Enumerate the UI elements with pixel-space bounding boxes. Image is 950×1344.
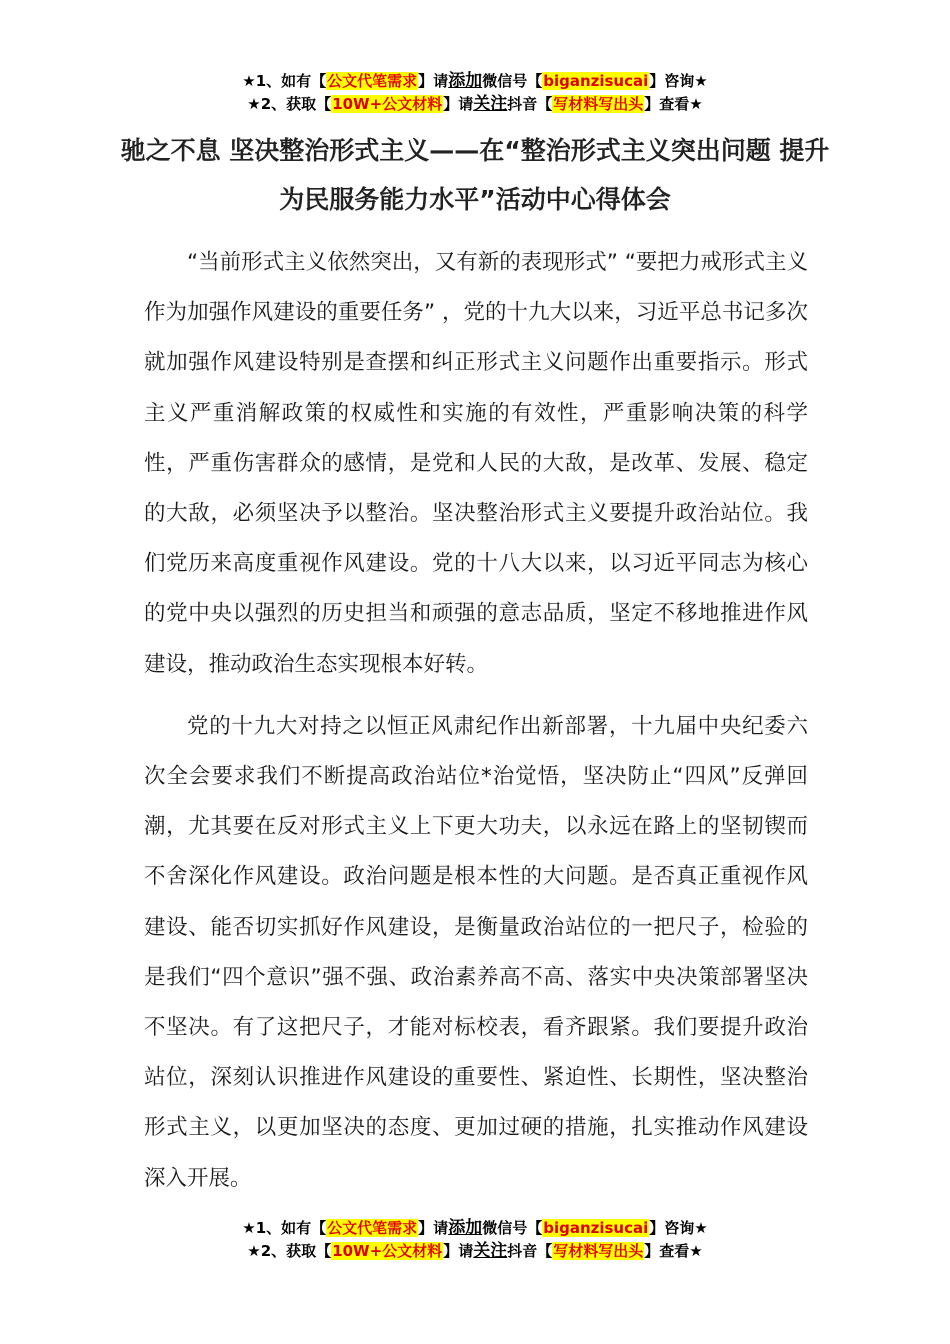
banner-text: 抖音【 [507, 1242, 553, 1260]
banner-text: 】请 [443, 1242, 474, 1260]
banner-text: 】请 [418, 1219, 449, 1237]
banner-text: 】请 [418, 72, 449, 90]
banner-line-1 [0, 70, 950, 93]
banner-text: 抖音【 [507, 95, 553, 113]
banner-text: 】查看★ [644, 95, 703, 113]
banner-text: 】咨询★ [649, 1219, 708, 1237]
banner-highlight-wechat-id: biganzisucai [543, 72, 649, 90]
banner-text: ★1、如有【 [242, 1219, 327, 1237]
banner-underline-add: 添加 [448, 71, 483, 91]
top-banner [0, 70, 950, 116]
banner-underline-follow: 关注 [473, 1241, 508, 1261]
banner-highlight-wechat-id: biganzisucai [543, 1219, 649, 1237]
banner-text: ★1、如有【 [242, 72, 327, 90]
banner-highlight-douyin-id: 写材料写出头 [553, 95, 644, 113]
bottom-banner [0, 1217, 950, 1263]
banner-highlight-service: 公文代笔需求 [327, 1219, 418, 1237]
banner-text: 】咨询★ [649, 72, 708, 90]
paragraph-2: 党的十九大对持之以恒正风肃纪作出新部署，十九届中央纪委六次全会要求我们不断提高政治站位*治觉悟，坚决防止“四风”反弹回潮，尤其要在反对形式主义上下更大功夫，以永远在路上的坚韧锲而不舍深化作风建设。政治问题是根本性的大问题。是否真正重视作风建设、能否切实抓好作风建设，是衡量政治站位的一把尺子，检验的是我们“四个意识”强不强、政治素养高不高、落实中央决策部署坚决不坚决。有了这把尺子，才能对标校表，看齐跟紧。我们要提升政治站位，深刻认识推进作风建设的重要性、紧迫性、长期性，坚决整治形式主义，以更加坚决的态度、更加过硬的措施，扎实推动作风建设深入开展。 [144, 713, 808, 1191]
banner-line-2 [0, 93, 950, 116]
banner-underline-add: 添加 [448, 1218, 483, 1238]
banner-line-1 [0, 1217, 950, 1240]
banner-highlight-materials: 10W+公文材料 [332, 95, 443, 113]
banner-text: 】查看★ [644, 1242, 703, 1260]
banner-text: ★2、获取【 [247, 1242, 332, 1260]
banner-underline-follow: 关注 [473, 94, 508, 114]
banner-text: 】请 [443, 95, 474, 113]
document-title: 驰之不息 坚决整治形式主义——在“整治形式主义突出问题 提升为民服务能力水平”活动中心得体会 [120, 136, 830, 214]
banner-text: 微信号【 [482, 72, 543, 90]
banner-text: ★2、获取【 [247, 95, 332, 113]
banner-text: 微信号【 [482, 1219, 543, 1237]
paragraph-1: “当前形式主义依然突出，又有新的表现形式” “要把力戒形式主义作为加强作风建设的重要任务” ，党的十九大以来，习近平总书记多次就加强作风建设特别是查摆和纠正形式主义问题作出重要指示。形式主义严重消解政策的权威性和实施的有效性，严重影响决策的科学性，严重伤害群众的感情，是党和人民的大敌，是改革、发展、稳定的大敌，必须坚决予以整治。坚决整治形式主义要提升政治站位。我们党历来高度重视作风建设。党的十八大以来，以习近平同志为核心的党中央以强烈的历史担当和顽强的意志品质，坚定不移地推进作风建设，推动政治生态实现根本好转。 [144, 250, 808, 677]
banner-highlight-materials: 10W+公文材料 [332, 1242, 443, 1260]
banner-highlight-service: 公文代笔需求 [327, 72, 418, 90]
document-body [144, 238, 808, 1204]
banner-highlight-douyin-id: 写材料写出头 [553, 1242, 644, 1260]
banner-line-2 [0, 1240, 950, 1263]
